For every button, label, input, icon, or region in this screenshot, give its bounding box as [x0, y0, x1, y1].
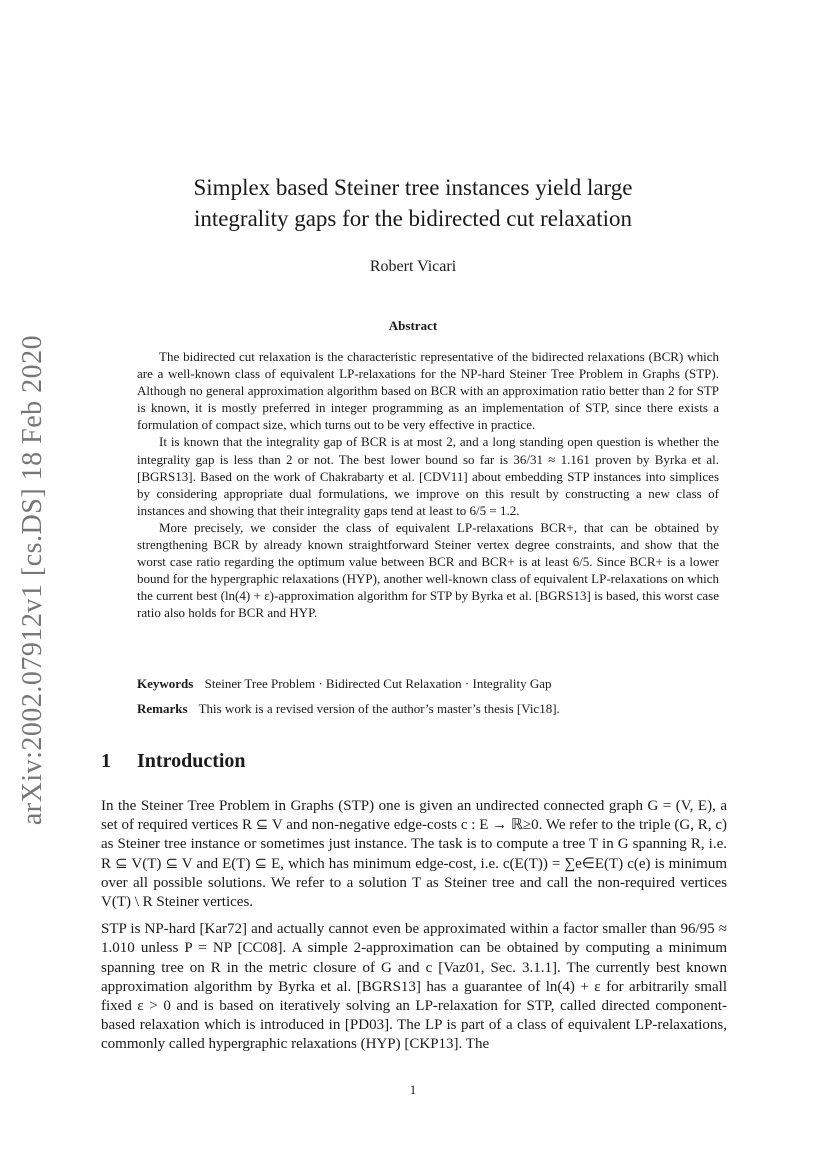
section-title: Introduction: [137, 750, 246, 772]
keywords-label: Keywords: [137, 676, 194, 691]
intro-paragraph: STP is NP-hard [Kar72] and actually cannot even be approximated within a factor smaller than 96/95 ≈ 1.010 unless P = NP [CC08]. A simple 2-approximation can be obtained by computing a minimum spanning tree on R in the metric closure of G and c [Vaz01, Sec. 3.1.1]. The currently best known approximation algorithm by Byrka et al. [BGRS13] has a guarantee of ln(4) + ε for arbitrarily small fixed ε > 0 and is based on iteratively solving an LP-relaxation for STP, called directed component-based relaxation which is introduced in [PD03]. The LP is part of a class of equivalent LP-relaxations, commonly called hypergraphic relaxations (HYP) [CKP13]. The: [101, 921, 727, 1053]
abstract-heading: Abstract: [388, 318, 438, 333]
title-line-2: integrality gaps for the bidirected cut relaxation: [193, 206, 633, 231]
arxiv-side-stamp: [8, 330, 58, 830]
section-heading: [101, 750, 246, 773]
keywords-text: Steiner Tree Problem · Bidirected Cut Relaxation · Integrality Gap: [204, 676, 552, 691]
keywords-line: [137, 676, 719, 692]
introduction-body: [101, 797, 727, 1063]
abstract-paragraph: More precisely, we consider the class of equivalent LP-relaxations BCR+, that can be obtained by strengthening BCR by already known straightforward Steiner vertex degree constraints, and show that the worst case ratio regarding the optimum value between BCR and BCR+ is at least 6/5. Since BCR+ is a lower bound for the hypergraphic relaxations (HYP), another well-known class of equivalent LP-relaxations on which the current best (ln(4) + ε)-approximation algorithm for STP by Byrka et al. [BGRS13] is based, this worst case ratio also holds for BCR and HYP.: [137, 519, 719, 621]
paper-title: [120, 172, 706, 234]
author-name: Robert Vicari: [369, 258, 457, 275]
remarks-line: [137, 701, 719, 717]
abstract-paragraph: The bidirected cut relaxation is the characteristic representative of the bidirected relaxations (BCR) which are a well-known class of equivalent LP-relaxations for the NP-hard Steiner Tree Problem in Graphs (STP). Although no general approximation algorithm based on BCR with an approximation ratio better than 2 for STP is known, it is mostly preferred in integer programming as an implementation of STP, since there exists a formulation of compact size, which turns out to be very effective in practice.: [137, 349, 719, 433]
intro-paragraph: In the Steiner Tree Problem in Graphs (STP) one is given an undirected connected graph G = (V, E), a set of required vertices R ⊆ V and non-negative edge-costs c : E → ℝ≥0. We refer to the triple (G, R, c) as Steiner tree instance or sometimes just instance. The task is to compute a tree T in G spanning R, i.e. R ⊆ V(T) ⊆ V and E(T) ⊆ E, which has minimum edge-cost, i.e. c(E(T)) = ∑e∈E(T) c(e) is minimum over all possible solutions. We refer to a solution T as Steiner tree and call the non-required vertices V(T) \ R Steiner vertices.: [101, 798, 727, 911]
page-number: 1: [409, 1082, 417, 1097]
section-number: 1: [101, 750, 111, 772]
title-line-1: Simplex based Steiner tree instances yield large: [193, 175, 633, 200]
remarks-text: This work is a revised version of the author’s master’s thesis [Vic18].: [198, 701, 560, 716]
abstract-body: [137, 348, 719, 622]
arxiv-identifier: arXiv:2002.07912v1 [cs.DS] 18 Feb 2020: [17, 334, 48, 826]
remarks-label: Remarks: [137, 701, 188, 716]
abstract-paragraph: It is known that the integrality gap of BCR is at most 2, and a long standing open question is whether the integrality gap is less than 2 or not. The best lower bound so far is 36/31 ≈ 1.161 proven by Byrka et al. [BGRS13]. Based on the work of Chakrabarty et al. [CDV11] about embedding STP instances into simplices by considering appropriate dual formulations, we improve on this result by constructing a new class of instances and showing that their integrality gaps tend at least to 6/5 = 1.2.: [137, 434, 719, 518]
